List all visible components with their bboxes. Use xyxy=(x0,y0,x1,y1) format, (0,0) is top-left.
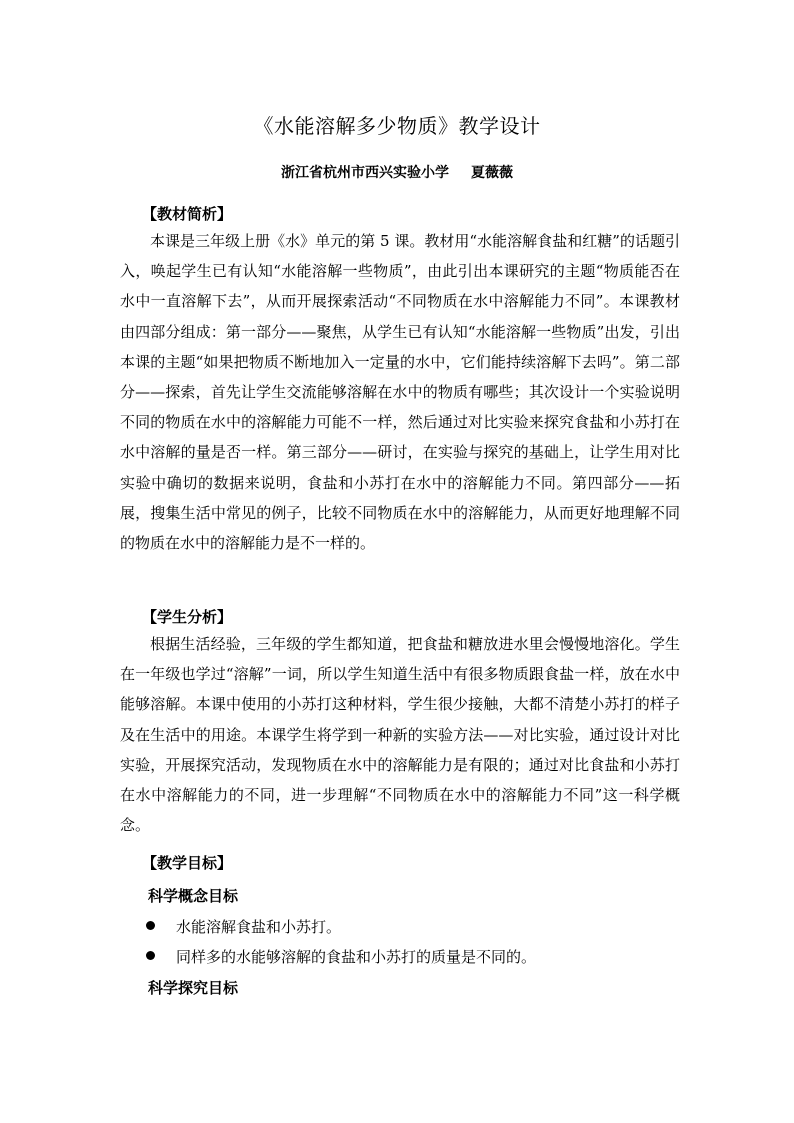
author-name: 夏薇薇 xyxy=(471,165,513,181)
list-item xyxy=(146,916,341,938)
list-item-text: 水能溶解食盐和小苏打。 xyxy=(176,918,342,936)
document-title: 《水能溶解多少物质》教学设计 xyxy=(253,114,541,138)
list-item-text: 同样多的水能够溶解的食盐和小苏打的质量是不同的。 xyxy=(176,948,537,966)
author-line xyxy=(0,163,794,183)
subheading-inquiry-goals: 科学探究目标 xyxy=(148,979,239,997)
subheading-concept-goals: 科学概念目标 xyxy=(148,887,239,905)
list-item xyxy=(146,946,536,968)
bullet-icon xyxy=(146,921,155,930)
section-heading-textbook-analysis: 【教材简析】 xyxy=(142,205,233,223)
section-heading-student-analysis: 【学生分析】 xyxy=(142,608,233,626)
section-heading-teaching-goals: 【教学目标】 xyxy=(142,854,233,872)
paragraph-student-analysis: 根据生活经验，三年级的学生都知道，把食盐和糖放进水里会慢慢地溶化。学生在一年级也学过“溶解”一词，所以学生知道生活中有很多物质跟食盐一样，放在水中能够溶解。本课中使用的小苏打这种材料，学生很少接触，大都不清楚小苏打的样子及在生活中的用途。本课学生将学到一种新的实验方法——对比实验，通过设计对比实验，开展探究活动，发现物质在水中的溶解能力是有限的；通过对比食盐和小苏打在水中溶解能力的不同，进一步理解“不同物质在水中的溶解能力不同”这一科学概念。 xyxy=(120,635,680,835)
paragraph-textbook-analysis: 本课是三年级上册《水》单元的第 5 课。教材用“水能溶解食盐和红糖”的话题引入，唤起学生已有认知“水能溶解一些物质”，由此引出本课研究的主题“物质能否在水中一直溶解下去”，从而开展探索活动“不同物质在水中溶解能力不同”。本课教材由四部分组成：第一部分——聚焦，从学生已有认知“水能溶解一些物质”出发，引出本课的主题“如果把物质不断地加入一定量的水中，它们能持续溶解下去吗”。第二部分——探索，首先让学生交流能够溶解在水中的物质有哪些；其次设计一个实验说明不同的物质在水中的溶解能力可能不一样，然后通过对比实验来探究食盐和小苏打在水中溶解的量是否一样。第三部分——研讨，在实验与探究的基础上，让学生用对比实验中确切的数据来说明，食盐和小苏打在水中的溶解能力不同。第四部分——拓展，搜集生活中常见的例子，比较不同物质在水中的溶解能力，从而更好地理解不同的物质在水中的溶解能力是不一样的。 xyxy=(120,232,680,553)
author-school: 浙江省杭州市西兴实验小学 xyxy=(281,165,449,181)
bullet-icon xyxy=(146,951,155,960)
